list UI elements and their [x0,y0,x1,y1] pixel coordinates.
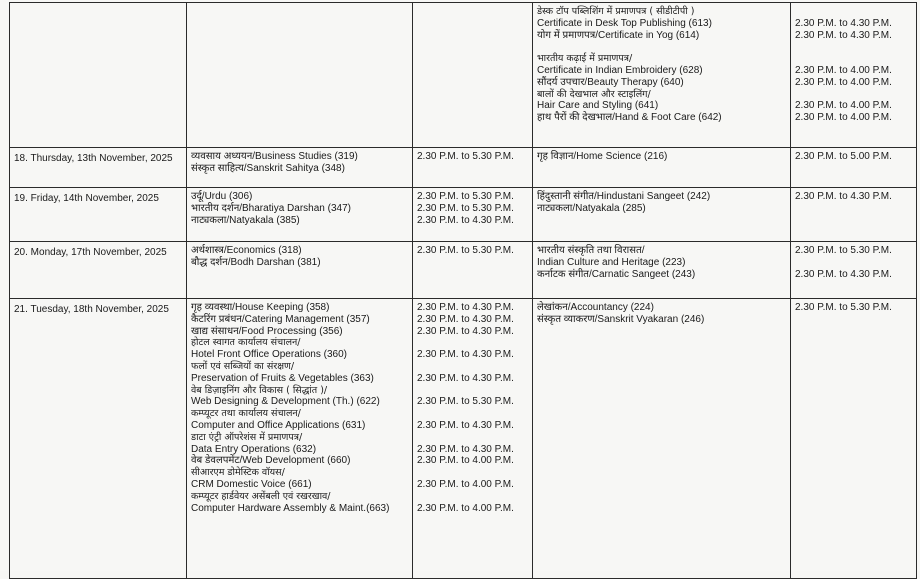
subject-line: Web Designing & Development (Th.) (622) [191,396,380,408]
subject-line: Computer Hardware Assembly & Maint.(663) [191,502,390,514]
subject-line: CRM Domestic Voice (661) [191,478,312,490]
time-line: 2.30 P.M. to 4.00 P.M. [417,478,514,490]
secondary-timings [413,188,533,242]
time-line: 2.30 P.M. to 4.30 P.M. [795,268,892,280]
subject-line: होटल स्वागत कार्यालय संचालन/ [191,337,301,349]
time-line: 2.30 P.M. to 4.00 P.M. [795,100,892,112]
senior-secondary-timings [791,148,917,188]
subject-line: Indian Culture and Heritage (223) [537,256,686,268]
time-line: 2.30 P.M. to 4.00 P.M. [795,76,892,88]
subject-line: वेब डिज़ाइनिंग और विकास ( सिद्धांत )/ [191,384,328,396]
subject-line: योग में प्रमाणपत्र/Certificate in Yog (614) [537,29,700,41]
time-line: 2.30 P.M. to 4.00 P.M. [417,502,514,514]
subject-line: बालों की देखभाल और स्टाइलिंग/ [537,88,651,100]
senior-secondary-timings [791,188,917,242]
secondary-subjects [187,148,413,188]
time-line [795,6,912,18]
table-row [10,299,917,579]
exam-date: 18. Thursday, 13th November, 2025 [10,148,187,188]
senior-secondary-subjects [533,299,791,579]
senior-secondary-subjects [533,188,791,242]
time-line [417,385,528,397]
subject-line: भारतीय कढ़ाई में प्रमाणपत्र/ [537,53,633,65]
time-line [417,257,528,269]
time-line: 2.30 P.M. to 4.30 P.M. [417,443,514,455]
time-line: 2.30 P.M. to 4.30 P.M. [417,349,514,361]
subject-line: उर्दू/Urdu (306) [191,191,253,202]
secondary-subjects [187,3,413,148]
exam-date: 19. Friday, 14th November, 2025 [10,188,187,242]
subject-line: Data Entry Operations (632) [191,443,317,455]
time-line: 2.30 P.M. to 4.00 P.M. [795,64,892,76]
time-line [417,491,528,503]
secondary-subjects [187,242,413,299]
subject-line: फलों एवं सब्जियों का संरक्षण/ [191,360,295,372]
subject-line: वेब डेवलपमेंट/Web Development (660) [191,455,351,467]
subject-line: Certificate in Indian Embroidery (628) [537,64,703,76]
time-line: 2.30 P.M. to 4.30 P.M. [795,191,892,202]
subject-line: लेखांकन/Accountancy (224) [537,302,654,313]
time-line: 2.30 P.M. to 4.30 P.M. [417,419,514,431]
exam-date [10,3,187,148]
time-line [417,361,528,373]
subject-line: खाद्य संसाधन/Food Processing (356) [191,325,343,337]
time-line: 2.30 P.M. to 4.30 P.M. [417,214,514,226]
secondary-timings [413,242,533,299]
exam-date: 21. Tuesday, 18th November, 2025 [10,299,187,579]
subject-line: नाट्यकला/Natyakala (285) [537,202,646,214]
subject-line: बौद्ध दर्शन/Bodh Darshan (381) [191,256,321,268]
table-row [10,148,917,188]
time-line: 2.30 P.M. to 4.30 P.M. [795,17,892,29]
subject-line: भारतीय दर्शन/Bharatiya Darshan (347) [191,202,351,214]
time-line: 2.30 P.M. to 5.30 P.M. [417,191,514,202]
time-line [417,432,528,444]
time-line [795,257,912,269]
time-line [795,203,912,215]
subject-line: कम्प्यूटर तथा कार्यालय संचालन/ [191,408,301,420]
time-line: 2.30 P.M. to 4.30 P.M. [417,302,514,313]
senior-secondary-timings [791,242,917,299]
subject-line: डाटा एंट्री ऑपरेशंस में प्रमाणपत्र/ [191,431,303,443]
exam-date: 20. Monday, 17th November, 2025 [10,242,187,299]
table-row [10,242,917,299]
subject-line: Hotel Front Office Operations (360) [191,349,347,361]
time-line: 2.30 P.M. to 5.30 P.M. [795,245,892,256]
subject-line: गृह व्यवस्था/House Keeping (358) [191,302,330,313]
time-line: 2.30 P.M. to 4.30 P.M. [795,29,892,41]
table-row [10,188,917,242]
time-line: 2.30 P.M. to 5.30 P.M. [417,202,514,214]
time-line [795,89,912,101]
subject-line: Hair Care and Styling (641) [537,100,659,112]
time-line [417,467,528,479]
senior-secondary-subjects [533,3,791,148]
secondary-subjects [187,188,413,242]
subject-line: कर्नाटक संगीत/Carnatic Sangeet (243) [537,268,696,280]
secondary-subjects [187,299,413,579]
time-line: 2.30 P.M. to 5.30 P.M. [417,396,514,408]
subject-line: व्यवसाय अध्ययन/Business Studies (319) [191,151,358,162]
time-line: 2.30 P.M. to 5.30 P.M. [417,245,514,256]
time-line: 2.30 P.M. to 4.30 P.M. [417,325,514,337]
time-line: 2.30 P.M. to 4.30 P.M. [417,313,514,325]
subject-line: हिंदुस्तानी संगीत/Hindustani Sangeet (242) [537,191,711,202]
subject-line: हाथ पैरों की देखभाल/Hand & Foot Care (642) [537,112,722,124]
time-line: 2.30 P.M. to 4.30 P.M. [417,372,514,384]
subject-line: Preservation of Fruits & Vegetables (363) [191,372,374,384]
time-line: 2.30 P.M. to 5.00 P.M. [795,151,892,162]
time-line [417,337,528,349]
time-line [417,408,528,420]
subject-line: नाट्यकला/Natyakala (385) [191,214,300,226]
subject-line: भारतीय संस्कृति तथा विरासत/ [537,245,645,256]
timetable-body [10,3,917,579]
subject-line: कैटरिंग प्रबंधन/Catering Management (357) [191,313,370,325]
time-line [417,163,528,175]
subject-line: संस्कृत साहित्य/Sanskrit Sahitya (348) [191,162,345,174]
subject-line: अर्थशास्त्र/Economics (318) [191,245,302,256]
time-line: 2.30 P.M. to 5.30 P.M. [417,151,514,162]
subject-line: Computer and Office Applications (631) [191,419,366,431]
subject-line: सीआरएम डोमेस्टिक वॉयस/ [191,467,285,479]
exam-timetable [9,2,917,579]
senior-secondary-subjects [533,242,791,299]
senior-secondary-timings [791,3,917,148]
time-line [795,314,912,326]
subject-line: Certificate in Desk Top Publishing (613) [537,17,712,29]
time-line: 2.30 P.M. to 4.00 P.M. [417,455,514,467]
secondary-timings [413,3,533,148]
subject-line: सौंदर्य उपचार/Beauty Therapy (640) [537,76,684,88]
secondary-timings [413,148,533,188]
time-line: 2.30 P.M. to 5.30 P.M. [795,302,892,313]
subject-line: गृह विज्ञान/Home Science (216) [537,151,668,162]
time-line [795,53,912,65]
senior-secondary-subjects [533,148,791,188]
table-row [10,3,917,148]
time-line: 2.30 P.M. to 4.00 P.M. [795,112,892,124]
senior-secondary-timings [791,299,917,579]
subject-line: संस्कृत व्याकरण/Sanskrit Vyakaran (246) [537,313,705,325]
subject-line: डेस्क टॉप पब्लिशिंग में प्रमाणपत्र ( सीडीटीपी ) [537,6,695,17]
secondary-timings [413,299,533,579]
subject-line: कम्प्यूटर हार्डवेयर असेंबली एवं रखरखाव/ [191,490,331,502]
